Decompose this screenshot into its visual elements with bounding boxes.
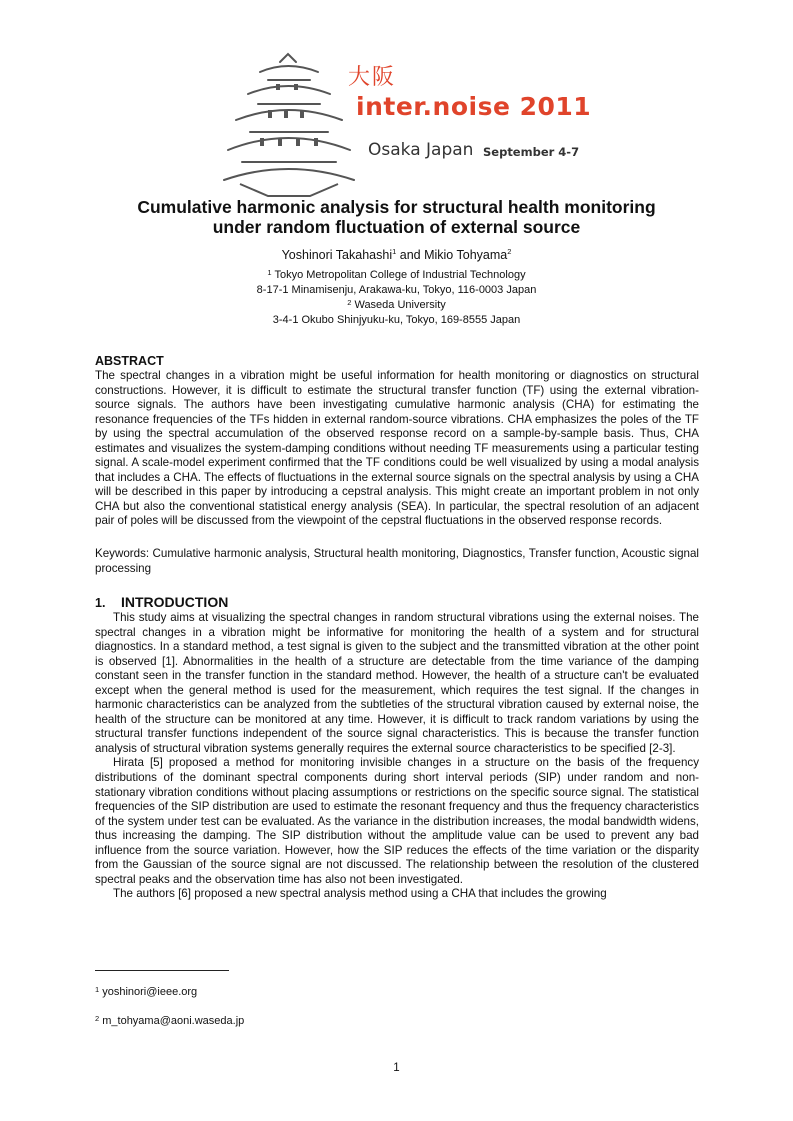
page-number: 1 [393,1062,400,1074]
affiliation-mark: 1 [267,268,272,277]
author-mark: 1 [392,247,397,256]
affiliation-text: 3-4-1 Okubo Shinjyuku-ku, Tokyo, 169-8555 Japan [272,314,521,326]
author-mark: 2 [507,247,512,256]
footnote-mark: 2 [95,1014,100,1023]
abstract-text: The spectral changes in a vibration might be useful information for health monitoring or diagnostics on structural constructions. However, it is difficult to estimate the structural transfer function (TF) using the external vibration-source signals. The authors have been investigating cumulative harmonic analysis (CHA) for estimating the resonance frequencies of the TFs hidden in external random-source vibrations. CHA emphasizes the poles of the TF by using the spectral accumulation of the observed response record on a sample-by-sample basis. Thus, CHA estimates and visualizes the system-damping conditions without needing TF measurements using a particular testing signal. A scale-model experiment confirmed that the TF conditions could be well visualized by using a modal analysis that includes a CHA. The effects of fluctuations in the external source signals on the spectral analysis by using a CHA will be described in this paper by introducing a cepstral analysis. This might create an important problem in not only CHA but also the conventional statistical energy analysis (SEA). In particular, the spectral resolution of an adjacent pair of poles will be discussed from the viewpoint of the cepstral fluctuations in the observed response records. [95,369,699,528]
paragraph: This study aims at visualizing the spectral changes in random structural vibrations using the external noises. The spectral changes in a vibration might be informative for monitoring the health of a system and for structural diagnostics. In a standard method, a test signal is given to the subject and the transmitted vibration at the other point is observed [1]. Abnormalities in the health of a structure are detectable from the time variance of the damping constant seen in the transfer function in the standard method. However, the health of a structure can't be evaluated except when the general method is used for the measurement, which requires the test signal. If the changes in harmonic characteristics can be analyzed from the subtleties of the structural vibration caused by external noise, the health of the structure can be monitored at any time. However, it is difficult to track random variations by using the structural transfer functions independent of the source signal characteristics. This is because the transfer function analysis of structural vibration systems generally requires the external source characteristics to be specified [2-3]. [95,611,699,755]
paragraph: Hirata [5] proposed a method for monitoring invisible changes in a structure on the basis of the frequency distributions of the dominant spectral components during short interval periods (SIP) under random and non-stationary vibration conditions without placing assumptions or restrictions on the specific source signal. The statistical frequencies of the SIP distribution are used to estimate the resonant frequency and thus the frequency characteristics of the system under test can be evaluated. As the variance in the distribution increases, the modal bandwidth widens, thus increasing the damping. The SIP distribution without the amplitude value can be used to prevent any bad influence from the source variation. However, how the SIP reduces the effects of the time variation or the disparity from the Gaussian of the source signal are not discussed. The relationship between the resolution of the clustered spectral peaks and the observation time has also not been investigated. [95,756,699,886]
abstract-heading: ABSTRACT [95,354,164,368]
logo-kanji: 大阪 [348,65,397,90]
section-heading-introduction [95,594,228,610]
osaka-castle-logo [220,50,355,200]
affiliation-line [60,284,733,296]
affiliation-mark: 2 [347,298,352,307]
section-title: INTRODUCTION [121,594,229,610]
conference-date: September 4-7 [483,145,580,159]
author-name: Mikio Tohyama [424,248,508,262]
conference-city: Osaka Japan [368,140,474,160]
footnote [95,986,197,998]
affiliation-text: Tokyo Metropolitan College of Industrial Technology [274,269,526,281]
paragraph: The authors [6] proposed a new spectral analysis method using a CHA that includes the growing [113,887,607,901]
conference-name: inter.noise 2011 [356,92,592,121]
paper-title-line-1: Cumulative harmonic analysis for structural health monitoring [137,197,656,217]
affiliation-line [60,269,733,281]
footnote-email[interactable]: yoshinori@ieee.org [102,986,198,998]
section-number: 1. [95,596,106,610]
author-line [60,248,733,262]
author-conjunction: and [396,248,425,262]
keywords: Keywords: Cumulative harmonic analysis, Structural health monitoring, Diagnostics, Transfer function, Acoustic signal processing [95,547,699,575]
footnote [95,1015,244,1027]
affiliation-text: 8-17-1 Minamisenju, Arakawa-ku, Tokyo, 116-0003 Japan [256,284,537,296]
affiliation-line [60,314,733,326]
footnote-divider [95,970,229,971]
affiliation-line [60,299,733,311]
author-name: Yoshinori Takahashi [281,248,393,262]
paper-title-line-2: under random fluctuation of external source [212,217,581,237]
footnote-mark: 1 [95,985,100,994]
introduction-body [95,611,699,902]
footnote-email[interactable]: m_tohyama@aoni.waseda.jp [102,1015,245,1027]
affiliation-text: Waseda University [354,299,446,311]
